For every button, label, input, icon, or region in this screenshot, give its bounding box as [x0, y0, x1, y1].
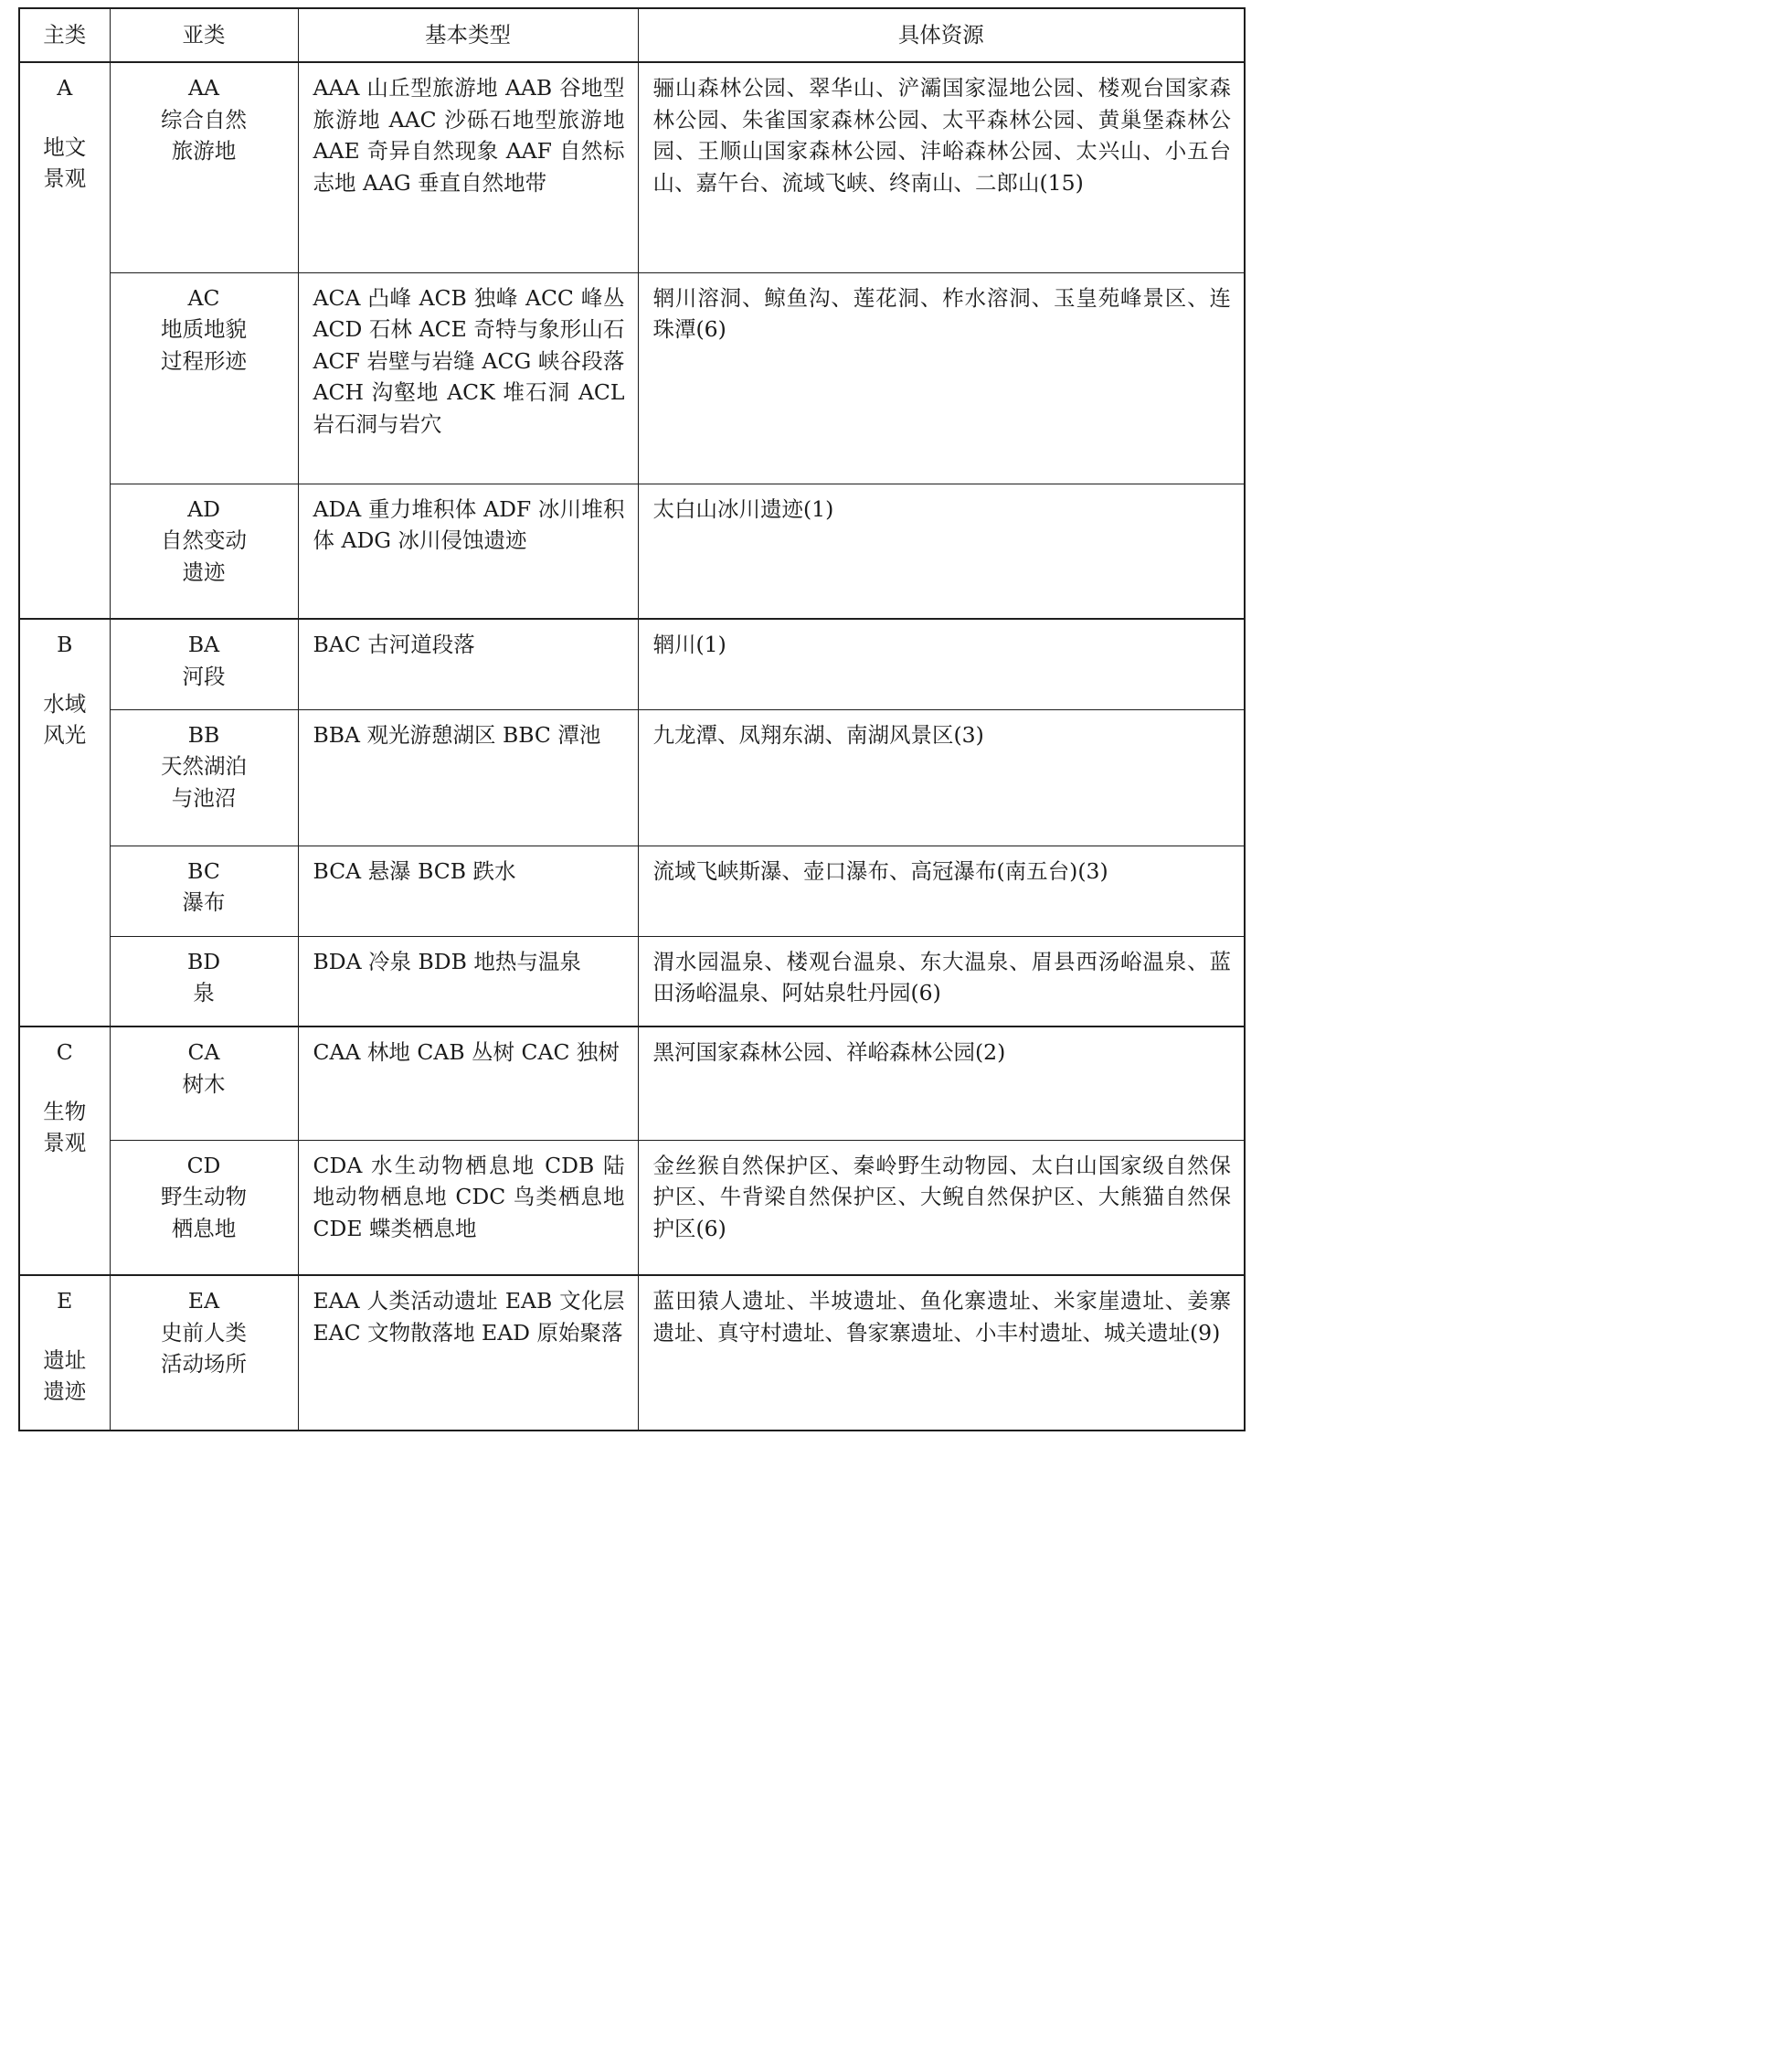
main-category-code: C: [56, 1039, 73, 1065]
specific-resources-text: 九龙潭、凤翔东湖、南湖风景区(3): [652, 721, 984, 748]
basic-types-cell: [298, 619, 638, 709]
main-category-name: 生物景观: [43, 1098, 87, 1155]
header-basic-types: 基本类型: [298, 8, 638, 62]
subcategory-cell: [110, 62, 298, 272]
basic-types-cell: [298, 1275, 638, 1431]
subcategory-code: AD: [187, 495, 220, 522]
main-category-code: A: [57, 75, 73, 101]
subcategory-code: CA: [187, 1039, 220, 1065]
table-row: [19, 936, 1245, 1026]
table-body: [19, 62, 1245, 1431]
subcategory-code: EA: [187, 1288, 220, 1314]
specific-resources-text: 流域飞峡斯瀑、壶口瀑布、高冠瀑布(南五台)(3): [652, 857, 1108, 884]
subcategory-name: 综合自然旅游地: [160, 106, 247, 164]
specific-resources-cell: [638, 62, 1245, 272]
basic-types-text: EAA 人类活动遗址 EAB 文化层 EAC 文物散落地 EAD 原始聚落: [313, 1288, 625, 1346]
basic-types-text: CDA 水生动物栖息地 CDB 陆地动物栖息地 CDC 鸟类栖息地 CDE 蝶类栖息地: [313, 1152, 625, 1241]
table-row: [19, 272, 1245, 484]
basic-types-cell: [298, 1026, 638, 1140]
subcategory-name: 瀑布: [182, 889, 226, 915]
specific-resources-cell: [638, 1275, 1245, 1431]
subcategory-name: 泉: [193, 980, 215, 1005]
header-subcategory: 亚类: [110, 8, 298, 62]
subcategory-code: AA: [188, 75, 219, 101]
specific-resources-text: 金丝猴自然保护区、秦岭野生动物园、太白山国家级自然保护区、牛背梁自然保护区、大鲵自然保护区、大熊猫自然保护区(6): [652, 1152, 1231, 1241]
subcategory-cell: [110, 936, 298, 1026]
resource-classification-table: [18, 7, 1246, 1431]
specific-resources-cell: [638, 846, 1245, 936]
subcategory-code: AC: [187, 284, 220, 311]
subcategory-cell: [110, 484, 298, 619]
subcategory-name: 自然变动遗迹: [160, 527, 247, 585]
specific-resources-text: 辋川溶洞、鲸鱼沟、莲花洞、柞水溶洞、玉皇苑峰景区、连珠潭(6): [652, 284, 1231, 342]
specific-resources-text: 渭水园温泉、楼观台温泉、东大温泉、眉县西汤峪温泉、蓝田汤峪温泉、阿姑泉牡丹园(6): [652, 948, 1231, 1005]
main-category-cell: [19, 62, 110, 619]
specific-resources-text: 太白山冰川遗迹(1): [652, 495, 834, 522]
subcategory-code: BD: [186, 948, 221, 974]
table-row: [19, 1026, 1245, 1140]
specific-resources-text: 骊山森林公园、翠华山、浐灞国家湿地公园、楼观台国家森林公园、朱雀国家森林公园、太平森林公园、黄巢堡森林公园、王顺山国家森林公园、沣峪森林公园、太兴山、小五台山、嘉午台、流域飞峡、终南山、二郎山(15): [652, 75, 1231, 196]
subcategory-name: 天然湖泊与池沼: [160, 753, 247, 811]
specific-resources-text: 黑河国家森林公园、祥峪森林公园(2): [652, 1039, 1006, 1065]
basic-types-cell: [298, 272, 638, 484]
table-row: [19, 62, 1245, 272]
subcategory-cell: [110, 272, 298, 484]
main-category-name: 水域风光: [43, 690, 87, 748]
basic-types-cell: [298, 484, 638, 619]
main-category-code: E: [57, 1288, 73, 1314]
table-row: [19, 1275, 1245, 1431]
specific-resources-cell: [638, 936, 1245, 1026]
specific-resources-cell: [638, 1140, 1245, 1275]
main-category-name: 地文景观: [43, 133, 87, 191]
table-row: [19, 846, 1245, 936]
main-category-cell: [19, 1275, 110, 1431]
subcategory-name: 地质地貌过程形迹: [160, 316, 247, 374]
specific-resources-cell: [638, 272, 1245, 484]
main-category-code: B: [57, 632, 73, 657]
subcategory-name: 树木: [182, 1070, 226, 1097]
specific-resources-cell: [638, 709, 1245, 846]
basic-types-text: BBA 观光游憩湖区 BBC 潭池: [313, 721, 601, 748]
subcategory-cell: [110, 846, 298, 936]
subcategory-cell: [110, 1026, 298, 1140]
basic-types-text: BAC 古河道段落: [313, 632, 475, 657]
basic-types-text: ACA 凸峰 ACB 独峰 ACC 峰丛 ACD 石林 ACE 奇特与象形山石 ACF 岩壁与岩缝 ACG 峡谷段落 ACH 沟壑地 ACK 堆石洞 ACL 岩石洞与岩穴: [313, 284, 625, 437]
basic-types-text: CAA 林地 CAB 丛树 CAC 独树: [313, 1039, 620, 1065]
specific-resources-cell: [638, 484, 1245, 619]
subcategory-cell: [110, 1140, 298, 1275]
subcategory-name: 野生动物栖息地: [160, 1184, 247, 1241]
basic-types-cell: [298, 936, 638, 1026]
subcategory-name: 史前人类活动场所: [160, 1319, 247, 1377]
basic-types-text: BDA 冷泉 BDB 地热与温泉: [313, 948, 581, 974]
main-category-name: 遗址遗迹: [43, 1346, 87, 1404]
basic-types-text: BCA 悬瀑 BCB 跌水: [313, 857, 516, 884]
subcategory-code: CD: [186, 1152, 221, 1178]
header-specific-resources: 具体资源: [638, 8, 1245, 62]
subcategory-cell: [110, 1275, 298, 1431]
subcategory-cell: [110, 619, 298, 709]
table-row: [19, 619, 1245, 709]
table-row: [19, 709, 1245, 846]
basic-types-cell: [298, 62, 638, 272]
basic-types-cell: [298, 709, 638, 846]
header-row: [19, 8, 1245, 62]
subcategory-code: BC: [187, 857, 220, 884]
header-main-category: 主类: [19, 8, 110, 62]
specific-resources-cell: [638, 1026, 1245, 1140]
subcategory-code: BB: [187, 721, 220, 748]
specific-resources-cell: [638, 619, 1245, 709]
basic-types-cell: [298, 846, 638, 936]
main-category-cell: [19, 619, 110, 1026]
basic-types-text: AAA 山丘型旅游地 AAB 谷地型旅游地 AAC 沙砾石地型旅游地 AAE 奇异自然现象 AAF 自然标志地 AAG 垂直自然地带: [313, 75, 625, 196]
basic-types-text: ADA 重力堆积体 ADF 冰川堆积体 ADG 冰川侵蚀遗迹: [313, 495, 625, 553]
specific-resources-text: 辋川(1): [652, 632, 726, 657]
subcategory-name: 河段: [182, 663, 226, 689]
subcategory-cell: [110, 709, 298, 846]
table-row: [19, 1140, 1245, 1275]
specific-resources-text: 蓝田猿人遗址、半坡遗址、鱼化寨遗址、米家崖遗址、姜寨遗址、真守村遗址、鲁家寨遗址、小丰村遗址、城关遗址(9): [652, 1288, 1231, 1346]
subcategory-code: BA: [187, 632, 220, 657]
table-row: [19, 484, 1245, 619]
main-category-cell: [19, 1026, 110, 1275]
basic-types-cell: [298, 1140, 638, 1275]
